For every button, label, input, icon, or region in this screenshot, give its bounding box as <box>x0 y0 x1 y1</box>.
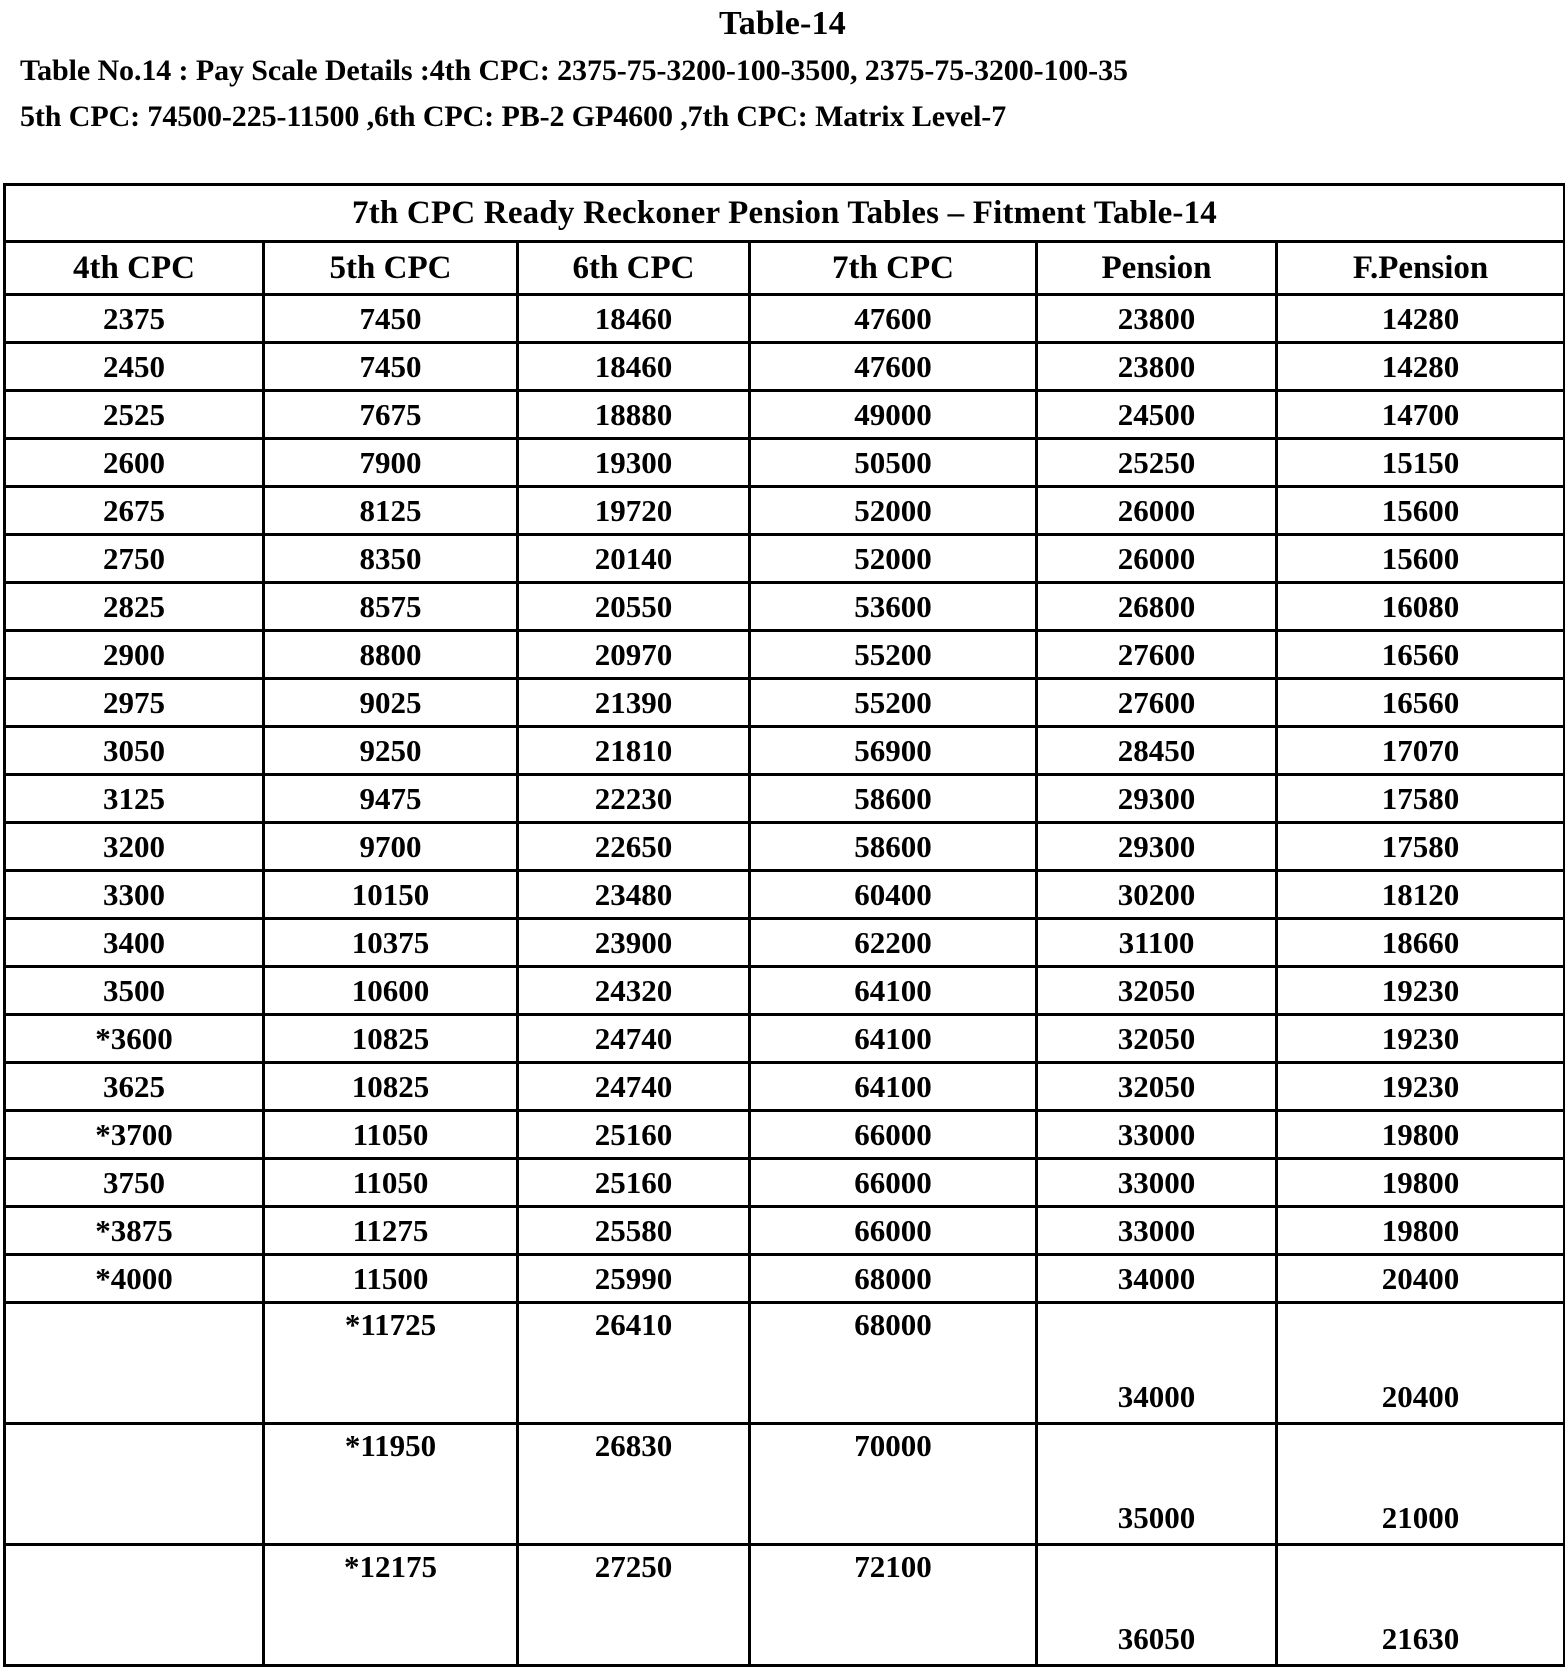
cell-pension: 32050 <box>1037 1015 1277 1063</box>
cell-5th-cpc: 8575 <box>264 583 518 631</box>
column-header-5th-cpc: 5th CPC <box>264 242 518 295</box>
table-row <box>5 583 1565 631</box>
cell-4th-cpc: *3700 <box>5 1111 264 1159</box>
cell-pension: 25250 <box>1037 439 1277 487</box>
table-row <box>5 1303 1565 1424</box>
table-row <box>5 295 1565 343</box>
table-row <box>5 631 1565 679</box>
cell-6th-cpc: 26410 <box>518 1303 750 1424</box>
table-body <box>5 295 1565 1666</box>
cell-f-pension: 17070 <box>1277 727 1565 775</box>
cell-6th-cpc: 21810 <box>518 727 750 775</box>
cell-f-pension: 15600 <box>1277 487 1565 535</box>
cell-pension: 26000 <box>1037 487 1277 535</box>
cell-6th-cpc: 24320 <box>518 967 750 1015</box>
table-row <box>5 391 1565 439</box>
cell-pension: 35000 <box>1037 1424 1277 1545</box>
cell-7th-cpc: 53600 <box>750 583 1037 631</box>
table-row <box>5 1063 1565 1111</box>
cell-5th-cpc: 10825 <box>264 1063 518 1111</box>
cell-5th-cpc: 8125 <box>264 487 518 535</box>
cell-4th-cpc <box>5 1545 264 1666</box>
table-row <box>5 871 1565 919</box>
cell-7th-cpc: 60400 <box>750 871 1037 919</box>
subheading-line-1: Table No.14 : Pay Scale Details :4th CPC: 2375-75-3200-100-3500, 2375-75-3200-100-35 <box>20 54 1128 87</box>
column-header-f-pension: F.Pension <box>1277 242 1565 295</box>
cell-pension: 36050 <box>1037 1545 1277 1666</box>
cell-7th-cpc: 49000 <box>750 391 1037 439</box>
cell-5th-cpc: 9250 <box>264 727 518 775</box>
cell-6th-cpc: 27250 <box>518 1545 750 1666</box>
table-row <box>5 1255 1565 1303</box>
cell-pension: 32050 <box>1037 967 1277 1015</box>
cell-pension: 28450 <box>1037 727 1277 775</box>
cell-7th-cpc: 56900 <box>750 727 1037 775</box>
cell-6th-cpc: 18880 <box>518 391 750 439</box>
cell-5th-cpc: 9025 <box>264 679 518 727</box>
cell-5th-cpc: 10825 <box>264 1015 518 1063</box>
cell-4th-cpc: *4000 <box>5 1255 264 1303</box>
cell-5th-cpc: 10600 <box>264 967 518 1015</box>
cell-4th-cpc: 3500 <box>5 967 264 1015</box>
cell-7th-cpc: 47600 <box>750 295 1037 343</box>
cell-pension: 32050 <box>1037 1063 1277 1111</box>
cell-f-pension: 19230 <box>1277 1015 1565 1063</box>
table-head <box>5 185 1565 295</box>
cell-5th-cpc: 9475 <box>264 775 518 823</box>
cell-6th-cpc: 20550 <box>518 583 750 631</box>
cell-pension: 31100 <box>1037 919 1277 967</box>
cell-f-pension: 19230 <box>1277 1063 1565 1111</box>
cell-5th-cpc: 7450 <box>264 343 518 391</box>
cell-f-pension: 18120 <box>1277 871 1565 919</box>
cell-f-pension: 21630 <box>1277 1545 1565 1666</box>
cell-pension: 24500 <box>1037 391 1277 439</box>
cell-5th-cpc: 8800 <box>264 631 518 679</box>
cell-6th-cpc: 25580 <box>518 1207 750 1255</box>
cell-pension: 33000 <box>1037 1159 1277 1207</box>
table-row <box>5 1015 1565 1063</box>
cell-6th-cpc: 24740 <box>518 1015 750 1063</box>
cell-5th-cpc: 8350 <box>264 535 518 583</box>
cell-4th-cpc <box>5 1424 264 1545</box>
cell-f-pension: 17580 <box>1277 823 1565 871</box>
cell-pension: 23800 <box>1037 295 1277 343</box>
cell-4th-cpc <box>5 1303 264 1424</box>
table-row <box>5 1159 1565 1207</box>
table-caption-row <box>5 185 1565 242</box>
cell-5th-cpc: *11725 <box>264 1303 518 1424</box>
cell-7th-cpc: 64100 <box>750 1063 1037 1111</box>
cell-pension: 29300 <box>1037 775 1277 823</box>
cell-pension: 33000 <box>1037 1207 1277 1255</box>
cell-f-pension: 15150 <box>1277 439 1565 487</box>
cell-f-pension: 15600 <box>1277 535 1565 583</box>
subheading-line-2: 5th CPC: 74500-225-11500 ,6th CPC: PB-2 GP4600 ,7th CPC: Matrix Level-7 <box>20 100 1007 133</box>
cell-7th-cpc: 50500 <box>750 439 1037 487</box>
cell-6th-cpc: 20970 <box>518 631 750 679</box>
cell-4th-cpc: 2450 <box>5 343 264 391</box>
cell-5th-cpc: 10150 <box>264 871 518 919</box>
cell-4th-cpc: 3050 <box>5 727 264 775</box>
table-row <box>5 1207 1565 1255</box>
cell-7th-cpc: 70000 <box>750 1424 1037 1545</box>
cell-f-pension: 16560 <box>1277 679 1565 727</box>
cell-7th-cpc: 58600 <box>750 775 1037 823</box>
cell-4th-cpc: *3600 <box>5 1015 264 1063</box>
cell-5th-cpc: 9700 <box>264 823 518 871</box>
cell-pension: 34000 <box>1037 1255 1277 1303</box>
column-header-4th-cpc: 4th CPC <box>5 242 264 295</box>
cell-6th-cpc: 25160 <box>518 1159 750 1207</box>
cell-6th-cpc: 18460 <box>518 343 750 391</box>
table-row <box>5 1545 1565 1666</box>
cell-4th-cpc: 3125 <box>5 775 264 823</box>
cell-pension: 29300 <box>1037 823 1277 871</box>
cell-6th-cpc: 22230 <box>518 775 750 823</box>
table-row <box>5 1111 1565 1159</box>
cell-4th-cpc: 3750 <box>5 1159 264 1207</box>
table-row <box>5 919 1565 967</box>
cell-7th-cpc: 68000 <box>750 1255 1037 1303</box>
cell-7th-cpc: 55200 <box>750 679 1037 727</box>
cell-7th-cpc: 66000 <box>750 1111 1037 1159</box>
cell-pension: 30200 <box>1037 871 1277 919</box>
cell-f-pension: 18660 <box>1277 919 1565 967</box>
column-header-7th-cpc: 7th CPC <box>750 242 1037 295</box>
cell-5th-cpc: 7675 <box>264 391 518 439</box>
cell-4th-cpc: 3300 <box>5 871 264 919</box>
table-row <box>5 1424 1565 1545</box>
cell-6th-cpc: 21390 <box>518 679 750 727</box>
table-row <box>5 679 1565 727</box>
cell-6th-cpc: 24740 <box>518 1063 750 1111</box>
cell-5th-cpc: 11050 <box>264 1159 518 1207</box>
cell-pension: 26000 <box>1037 535 1277 583</box>
table-row <box>5 439 1565 487</box>
table-row <box>5 343 1565 391</box>
cell-pension: 34000 <box>1037 1303 1277 1424</box>
table-row <box>5 967 1565 1015</box>
column-header-6th-cpc: 6th CPC <box>518 242 750 295</box>
cell-4th-cpc: 3200 <box>5 823 264 871</box>
fitment-table-wrapper <box>3 183 1563 1667</box>
table-row <box>5 727 1565 775</box>
cell-7th-cpc: 58600 <box>750 823 1037 871</box>
cell-f-pension: 16080 <box>1277 583 1565 631</box>
cell-6th-cpc: 26830 <box>518 1424 750 1545</box>
cell-f-pension: 19230 <box>1277 967 1565 1015</box>
cell-7th-cpc: 66000 <box>750 1159 1037 1207</box>
cell-pension: 27600 <box>1037 631 1277 679</box>
cell-7th-cpc: 72100 <box>750 1545 1037 1666</box>
cell-7th-cpc: 68000 <box>750 1303 1037 1424</box>
cell-f-pension: 19800 <box>1277 1159 1565 1207</box>
cell-pension: 26800 <box>1037 583 1277 631</box>
table-row <box>5 487 1565 535</box>
cell-f-pension: 19800 <box>1277 1111 1565 1159</box>
cell-4th-cpc: 2525 <box>5 391 264 439</box>
cell-5th-cpc: 7900 <box>264 439 518 487</box>
cell-f-pension: 14700 <box>1277 391 1565 439</box>
cell-f-pension: 21000 <box>1277 1424 1565 1545</box>
cell-4th-cpc: 2675 <box>5 487 264 535</box>
cell-7th-cpc: 64100 <box>750 967 1037 1015</box>
cell-6th-cpc: 25990 <box>518 1255 750 1303</box>
cell-5th-cpc: 7450 <box>264 295 518 343</box>
cell-f-pension: 19800 <box>1277 1207 1565 1255</box>
cell-6th-cpc: 25160 <box>518 1111 750 1159</box>
cell-f-pension: 16560 <box>1277 631 1565 679</box>
cell-7th-cpc: 66000 <box>750 1207 1037 1255</box>
cell-f-pension: 14280 <box>1277 343 1565 391</box>
table-caption: 7th CPC Ready Reckoner Pension Tables – Fitment Table-14 <box>5 185 1565 242</box>
subheading-block <box>0 48 1565 140</box>
cell-pension: 33000 <box>1037 1111 1277 1159</box>
cell-6th-cpc: 18460 <box>518 295 750 343</box>
cell-5th-cpc: *11950 <box>264 1424 518 1545</box>
cell-6th-cpc: 23480 <box>518 871 750 919</box>
column-header-pension: Pension <box>1037 242 1277 295</box>
cell-6th-cpc: 19300 <box>518 439 750 487</box>
table-row <box>5 823 1565 871</box>
cell-4th-cpc: 2750 <box>5 535 264 583</box>
cell-7th-cpc: 62200 <box>750 919 1037 967</box>
cell-4th-cpc: *3875 <box>5 1207 264 1255</box>
cell-f-pension: 14280 <box>1277 295 1565 343</box>
cell-6th-cpc: 19720 <box>518 487 750 535</box>
cell-4th-cpc: 2600 <box>5 439 264 487</box>
cell-f-pension: 20400 <box>1277 1303 1565 1424</box>
cell-5th-cpc: 11500 <box>264 1255 518 1303</box>
cell-4th-cpc: 2825 <box>5 583 264 631</box>
cell-7th-cpc: 55200 <box>750 631 1037 679</box>
fitment-table <box>3 183 1565 1667</box>
cell-7th-cpc: 52000 <box>750 535 1037 583</box>
cell-7th-cpc: 64100 <box>750 1015 1037 1063</box>
cell-7th-cpc: 47600 <box>750 343 1037 391</box>
cell-4th-cpc: 3625 <box>5 1063 264 1111</box>
cell-5th-cpc: 11275 <box>264 1207 518 1255</box>
cell-f-pension: 17580 <box>1277 775 1565 823</box>
cell-pension: 27600 <box>1037 679 1277 727</box>
cell-pension: 23800 <box>1037 343 1277 391</box>
page-title: Table-14 <box>719 5 846 42</box>
cell-f-pension: 20400 <box>1277 1255 1565 1303</box>
table-row <box>5 775 1565 823</box>
table-row <box>5 535 1565 583</box>
cell-4th-cpc: 2975 <box>5 679 264 727</box>
cell-6th-cpc: 20140 <box>518 535 750 583</box>
cell-5th-cpc: 11050 <box>264 1111 518 1159</box>
cell-4th-cpc: 3400 <box>5 919 264 967</box>
cell-5th-cpc: 10375 <box>264 919 518 967</box>
cell-6th-cpc: 23900 <box>518 919 750 967</box>
cell-4th-cpc: 2900 <box>5 631 264 679</box>
cell-6th-cpc: 22650 <box>518 823 750 871</box>
cell-5th-cpc: *12175 <box>264 1545 518 1666</box>
cell-4th-cpc: 2375 <box>5 295 264 343</box>
table-header-row <box>5 242 1565 295</box>
cell-7th-cpc: 52000 <box>750 487 1037 535</box>
